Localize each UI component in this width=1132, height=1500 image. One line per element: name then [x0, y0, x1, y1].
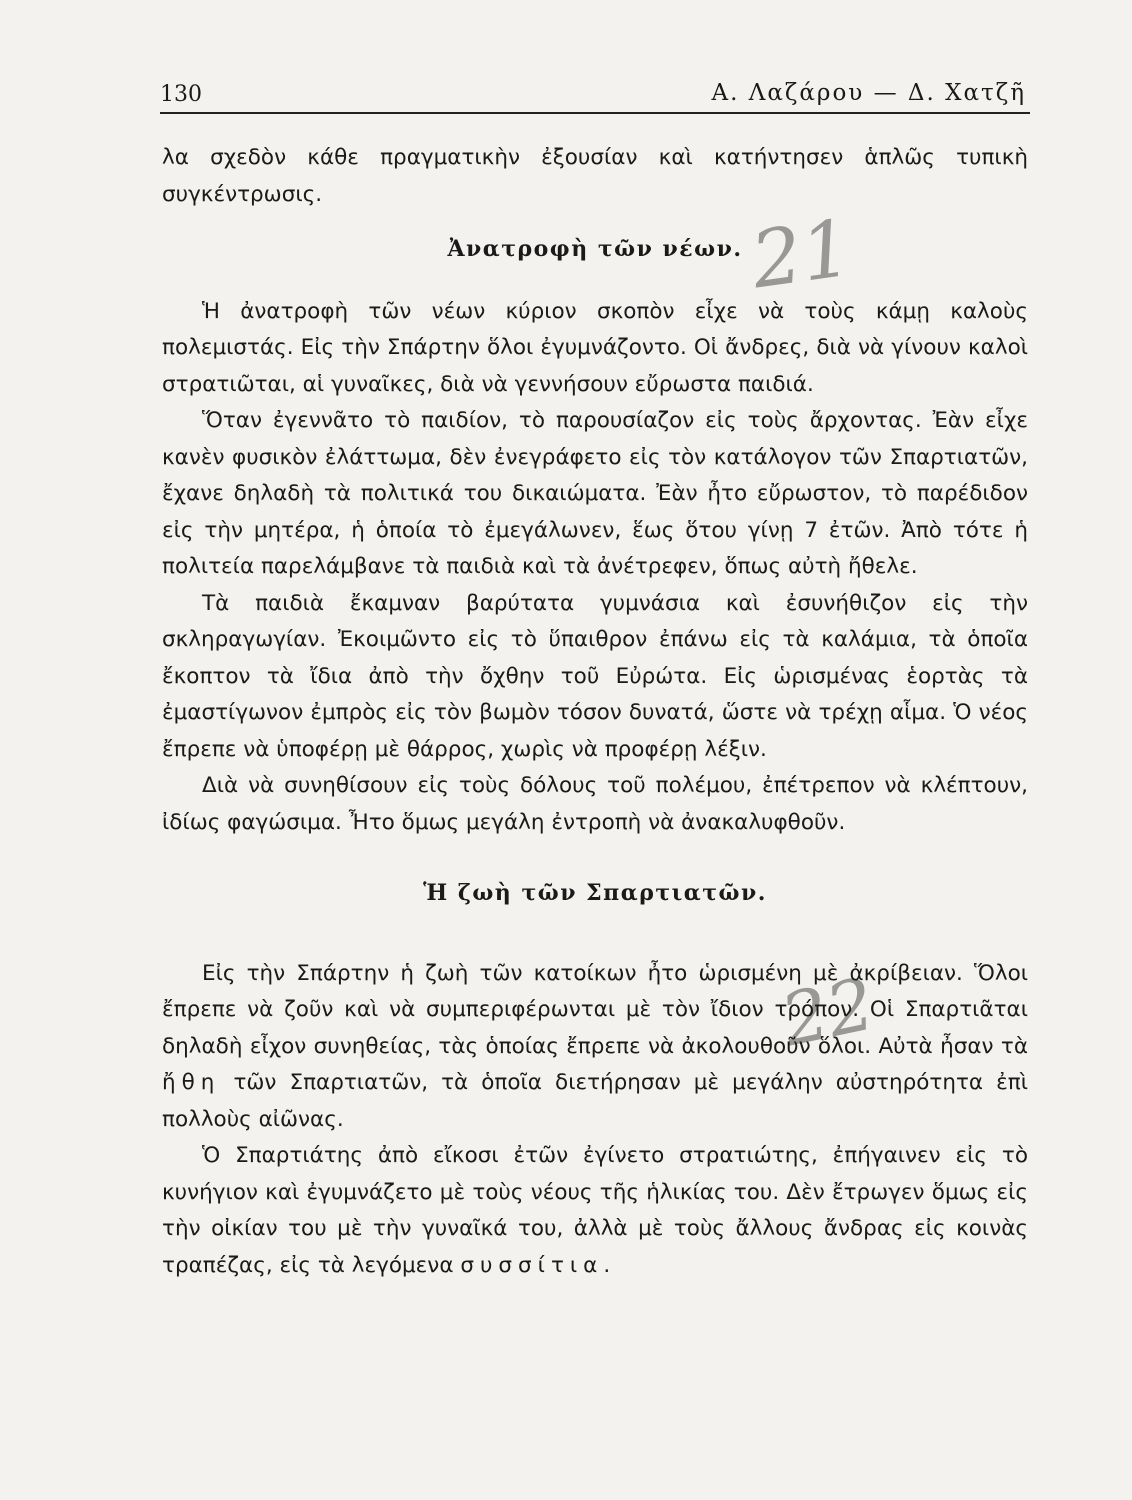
paragraph [162, 1138, 1028, 1284]
opening-paragraph: λα σχεδὸν κάθε πραγματικὴν ἐξουσίαν καὶ κατήντησεν ἁπλῶς τυπικὴ συγκέντρωσις. [162, 145, 1028, 207]
paragraph-text: Εἰς τὴν Σπάρτην ἡ ζωὴ τῶν κατοίκων ἦτο ὡρισμένη μὲ ἀκρίβειαν. Ὅλοι ἔπρεπε νὰ ζοῦν καὶ νὰ συμπεριφέρωνται μὲ τὸν ἴδιον τρόπον. Οἱ Σπαρτιᾶται δηλαδὴ εἶχον συνηθείας, τὰς ὁποίας ἔπρεπε νὰ ἀκολουθοῦν ὅλοι. Αὐτὰ ἦσαν τὰ [162, 960, 1028, 1059]
handwritten-note-2: 22 [774, 961, 882, 1063]
paragraph: Ὅταν ἐγεννᾶτο τὸ παιδίον, τὸ παρουσίαζον εἰς τοὺς ἄρχοντας. Ἐὰν εἶχε κανὲν φυσικὸν ἐλάττωμα, δὲν ἐνεγράφετο εἰς τὸν κατάλογον τῶν Σπαρτιατῶν, ἔχανε δηλαδὴ τὰ πολιτικά του δικαιώματα. Ἐὰν ἦτο εὔρωστον, τὸ παρέδιδον εἰς τὴν μητέρα, ἡ ὁποία τὸ ἐμεγάλωνεν, ἕως ὅτου γίνῃ 7 ἐτῶν. Ἀπὸ τότε ἡ πολιτεία παρελάμβανε τὰ παιδιὰ καὶ τὰ ἀνέτρεφεν, ὅπως αὐτὴ ἤθελε. [162, 408, 1028, 579]
paragraph-text: Ὁ Σπαρτιάτης ἀπὸ εἴκοσι ἐτῶν ἐγίνετο στρατιώτης, ἐπήγαινεν εἰς τὸ κυνήγιον καὶ ἐγυμνάζετο μὲ τοὺς νέους τῆς ἡλικίας του. Δὲν ἔτρωγεν ὅμως εἰς τὴν οἰκίαν του μὲ τὴν γυναῖκά του, ἀλλὰ μὲ τοὺς ἄλλους ἄνδρας εἰς κοινὰς τραπέζας, εἰς τὰ λεγόμενα [162, 1143, 1028, 1278]
body-text [162, 140, 1028, 1284]
page-number: 130 [160, 82, 202, 107]
spaced-term: ἤθη [162, 1070, 221, 1095]
spaced-term: συσσίτια. [460, 1252, 617, 1278]
paragraph: Ἡ ἀνατροφὴ τῶν νέων κύριον σκοπὸν εἶχε νὰ τοὺς κάμῃ καλοὺς πολεμιστάς. Εἰς τὴν Σπάρτην ὅλοι ἐγυμνάζοντο. Οἱ ἄνδρες, διὰ νὰ γίνουν καλοὶ στρατιῶται, αἱ γυναῖκες, διὰ νὰ γεννήσουν εὔρωστα παιδιά. [162, 298, 1028, 397]
section-title-life: Ἡ ζωὴ τῶν Σπαρτιατῶν. [423, 880, 767, 906]
paragraph: Τὰ παιδιὰ ἔκαμναν βαρύτατα γυμνάσια καὶ ἐσυνήθιζον εἰς τὴν σκληραγωγίαν. Ἐκοιμῶντο εἰς τὸ ὕπαιθρον ἐπάνω εἰς τὰ καλάμια, τὰ ὁποῖα ἔκοπτον τὰ ἴδια ἀπὸ τὴν ὄχθην τοῦ Εὐρώτα. Εἰς ὡρισμένας ἑορτὰς τὰ ἐμαστίγωνον ἐμπρὸς εἰς τὸν βωμὸν τόσον δυνατά, ὥστε νὰ τρέχῃ αἷμα. Ὁ νέος ἔπρεπε νὰ ὑποφέρῃ μὲ θάρρος, χωρὶς νὰ προφέρῃ λέξιν. [162, 590, 1028, 762]
paragraph-text: τῶν Σπαρτιατῶν, τὰ ὁποῖα διετήρησαν μὲ μεγάλην αὐστηρότητα ἐπὶ πολλοὺς αἰῶνας. [162, 1070, 1028, 1132]
handwritten-note-1: 21 [746, 203, 858, 307]
section-title-upbringing: Ἀνατροφὴ τῶν νέων. [447, 236, 743, 262]
page-header [160, 78, 1030, 114]
running-head: Α. Λαζάρου — Δ. Χατζῆ [711, 80, 1026, 106]
paragraph: Διὰ νὰ συνηθίσουν εἰς τοὺς δόλους τοῦ πολέμου, ἐπέτρεπον νὰ κλέπτουν, ἰδίως φαγώσιμα. Ἦτο ὅμως μεγάλη ἐντροπὴ νὰ ἀνακαλυφθοῦν. [162, 773, 1028, 835]
paragraph [162, 956, 1028, 1139]
